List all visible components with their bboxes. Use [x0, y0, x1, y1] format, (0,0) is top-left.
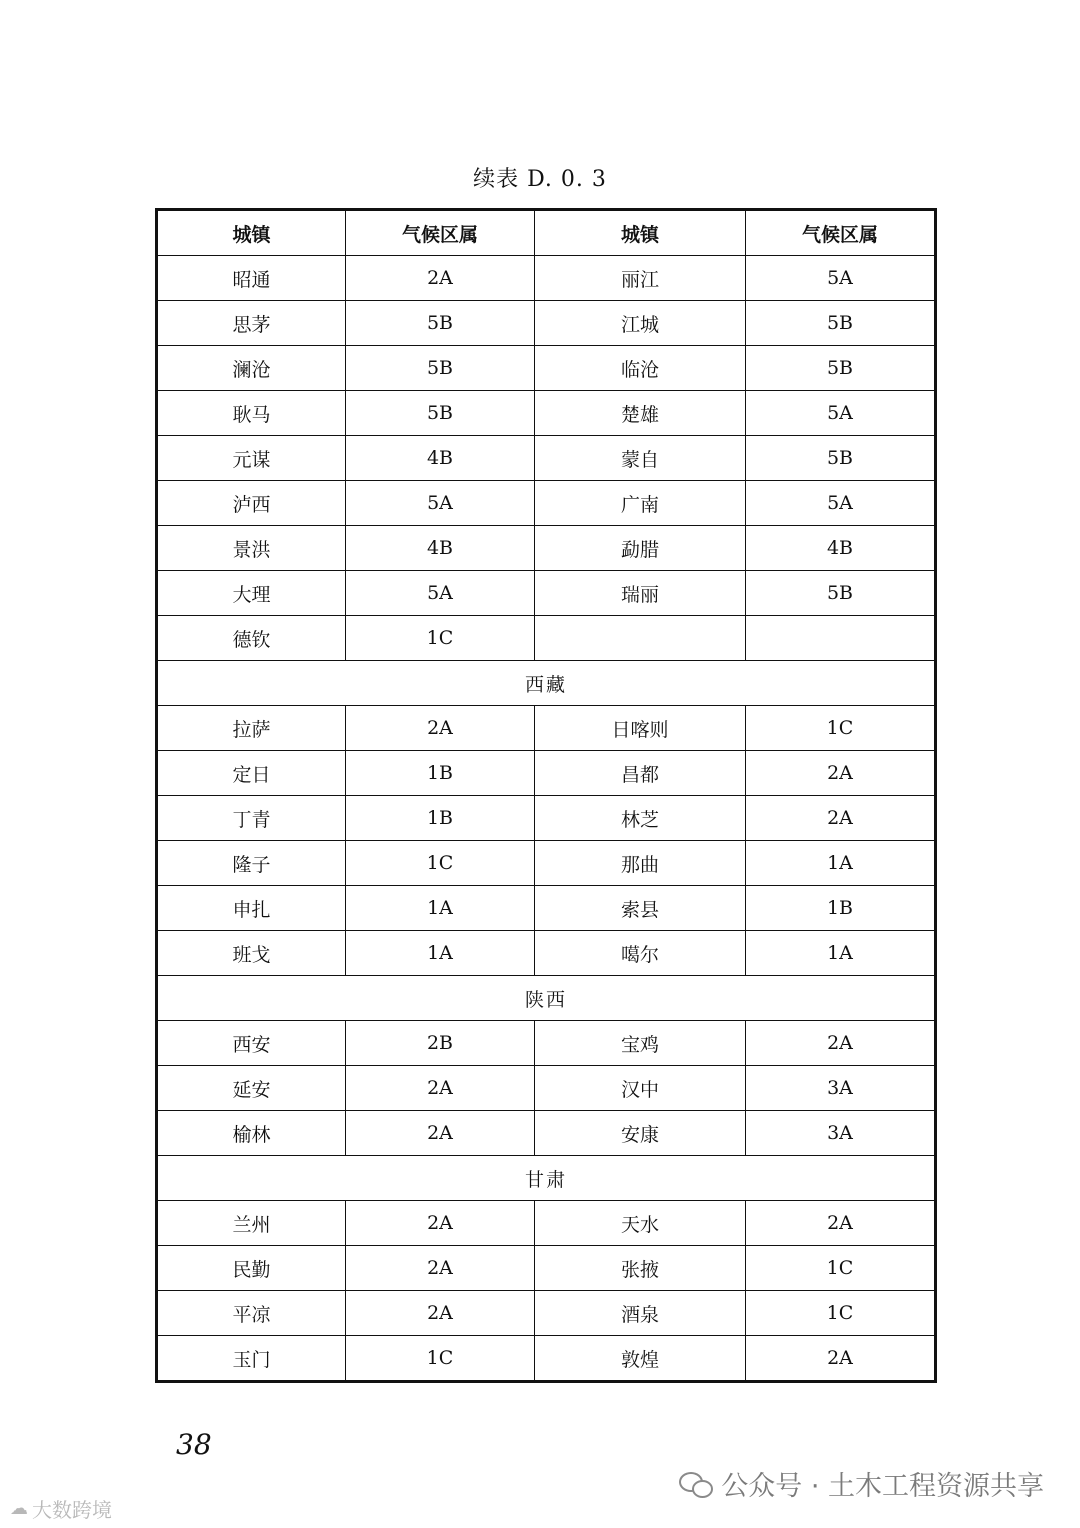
- city-cell: 楚雄: [535, 391, 746, 436]
- city-cell: 班戈: [157, 931, 346, 976]
- climate-zone-cell: 2A: [746, 1336, 936, 1382]
- climate-zone-cell: 1B: [746, 886, 936, 931]
- climate-zone-cell: 2A: [746, 796, 936, 841]
- page-number: 38: [176, 1428, 212, 1461]
- climate-zone-cell: 1A: [346, 886, 535, 931]
- climate-zone-cell: 5A: [746, 391, 936, 436]
- section-heading: 西藏: [157, 661, 936, 706]
- climate-zone-cell: 5A: [746, 256, 936, 301]
- city-cell: 西安: [157, 1021, 346, 1066]
- climate-zone-cell: 2A: [346, 706, 535, 751]
- corner-watermark: [10, 1494, 112, 1523]
- city-cell: 申扎: [157, 886, 346, 931]
- city-cell: 景洪: [157, 526, 346, 571]
- city-cell: 张掖: [535, 1246, 746, 1291]
- climate-zone-cell: 1C: [746, 706, 936, 751]
- climate-zone-cell: 2A: [746, 751, 936, 796]
- climate-zone-cell: 5A: [346, 571, 535, 616]
- table-row: [157, 841, 936, 886]
- climate-zone-table: [155, 208, 937, 1383]
- climate-zone-cell: 2A: [346, 1291, 535, 1336]
- watermark-text: 公众号 · 土木工程资源共享: [721, 1471, 1044, 1502]
- city-cell: 汉中: [535, 1066, 746, 1111]
- city-cell: 安康: [535, 1111, 746, 1156]
- platform-logo-icon: ☁: [10, 1498, 28, 1519]
- climate-zone-cell: 2A: [346, 1246, 535, 1291]
- climate-zone-cell: 1C: [346, 1336, 535, 1382]
- table-header-row: [157, 210, 936, 256]
- table-row: [157, 616, 936, 661]
- header-climate-zone: 气候区属: [346, 210, 535, 256]
- table-body: [157, 256, 936, 1382]
- city-cell: 勐腊: [535, 526, 746, 571]
- city-cell: 酒泉: [535, 1291, 746, 1336]
- climate-zone-cell: [746, 616, 936, 661]
- climate-zone-cell: 1C: [746, 1246, 936, 1291]
- city-cell: 澜沧: [157, 346, 346, 391]
- city-cell: 临沧: [535, 346, 746, 391]
- climate-zone-cell: 1A: [746, 841, 936, 886]
- table-row: [157, 571, 936, 616]
- climate-zone-cell: 1B: [346, 751, 535, 796]
- table-row: [157, 1291, 936, 1336]
- corner-watermark-text: 大数跨境: [32, 1498, 112, 1522]
- climate-zone-cell: 5B: [746, 571, 936, 616]
- table-row: [157, 346, 936, 391]
- city-cell: 那曲: [535, 841, 746, 886]
- climate-zone-cell: 2A: [346, 1111, 535, 1156]
- climate-zone-cell: 2A: [346, 1201, 535, 1246]
- table-row: [157, 706, 936, 751]
- city-cell: 瑞丽: [535, 571, 746, 616]
- climate-zone-cell: 5B: [746, 301, 936, 346]
- city-cell: 广南: [535, 481, 746, 526]
- table-row: [157, 391, 936, 436]
- city-cell: 大理: [157, 571, 346, 616]
- city-cell: 日喀则: [535, 706, 746, 751]
- city-cell: 敦煌: [535, 1336, 746, 1382]
- table-row: [157, 1201, 936, 1246]
- section-heading: 陕西: [157, 976, 936, 1021]
- table-row: [157, 1021, 936, 1066]
- climate-zone-cell: 5B: [346, 391, 535, 436]
- section-heading: 甘肃: [157, 1156, 936, 1201]
- city-cell: [535, 616, 746, 661]
- climate-zone-cell: 1A: [346, 931, 535, 976]
- climate-zone-cell: 5B: [746, 436, 936, 481]
- climate-zone-cell: 5B: [346, 301, 535, 346]
- table-row: [157, 436, 936, 481]
- climate-zone-cell: 2A: [346, 1066, 535, 1111]
- table-row: [157, 481, 936, 526]
- city-cell: 德钦: [157, 616, 346, 661]
- header-climate-zone: 气候区属: [746, 210, 936, 256]
- table-row: [157, 1066, 936, 1111]
- climate-zone-cell: 1C: [346, 841, 535, 886]
- city-cell: 定日: [157, 751, 346, 796]
- city-cell: 昭通: [157, 256, 346, 301]
- city-cell: 平凉: [157, 1291, 346, 1336]
- wechat-icon: [679, 1470, 713, 1498]
- section-row: [157, 1156, 936, 1201]
- city-cell: 元谋: [157, 436, 346, 481]
- climate-zone-cell: 3A: [746, 1111, 936, 1156]
- table-row: [157, 796, 936, 841]
- city-cell: 索县: [535, 886, 746, 931]
- climate-zone-cell: 2A: [346, 256, 535, 301]
- city-cell: 民勤: [157, 1246, 346, 1291]
- table-row: [157, 931, 936, 976]
- table-row: [157, 1111, 936, 1156]
- table-caption: 续表 D. 0. 3: [473, 167, 607, 192]
- table-row: [157, 301, 936, 346]
- climate-zone-cell: 4B: [746, 526, 936, 571]
- watermark: [679, 1464, 1044, 1503]
- city-cell: 丁青: [157, 796, 346, 841]
- climate-zone-cell: 5B: [346, 346, 535, 391]
- table-row: [157, 256, 936, 301]
- city-cell: 思茅: [157, 301, 346, 346]
- climate-zone-cell: 1C: [346, 616, 535, 661]
- city-cell: 耿马: [157, 391, 346, 436]
- city-cell: 榆林: [157, 1111, 346, 1156]
- city-cell: 昌都: [535, 751, 746, 796]
- table-row: [157, 751, 936, 796]
- climate-zone-cell: 2A: [746, 1201, 936, 1246]
- climate-zone-cell: 1C: [746, 1291, 936, 1336]
- section-row: [157, 661, 936, 706]
- table-row: [157, 886, 936, 931]
- climate-zone-cell: 1A: [746, 931, 936, 976]
- header-city: 城镇: [157, 210, 346, 256]
- climate-zone-cell: 5A: [746, 481, 936, 526]
- city-cell: 林芝: [535, 796, 746, 841]
- table-row: [157, 526, 936, 571]
- table-row: [157, 1246, 936, 1291]
- city-cell: 天水: [535, 1201, 746, 1246]
- city-cell: 玉门: [157, 1336, 346, 1382]
- climate-zone-cell: 2B: [346, 1021, 535, 1066]
- city-cell: 噶尔: [535, 931, 746, 976]
- header-city: 城镇: [535, 210, 746, 256]
- city-cell: 隆子: [157, 841, 346, 886]
- section-row: [157, 976, 936, 1021]
- city-cell: 延安: [157, 1066, 346, 1111]
- city-cell: 泸西: [157, 481, 346, 526]
- climate-zone-cell: 4B: [346, 526, 535, 571]
- city-cell: 蒙自: [535, 436, 746, 481]
- climate-zone-cell: 2A: [746, 1021, 936, 1066]
- climate-zone-cell: 4B: [346, 436, 535, 481]
- city-cell: 兰州: [157, 1201, 346, 1246]
- climate-zone-cell: 5B: [746, 346, 936, 391]
- table-row: [157, 1336, 936, 1382]
- city-cell: 江城: [535, 301, 746, 346]
- city-cell: 宝鸡: [535, 1021, 746, 1066]
- climate-zone-cell: 5A: [346, 481, 535, 526]
- city-cell: 丽江: [535, 256, 746, 301]
- climate-zone-cell: 1B: [346, 796, 535, 841]
- city-cell: 拉萨: [157, 706, 346, 751]
- climate-zone-cell: 3A: [746, 1066, 936, 1111]
